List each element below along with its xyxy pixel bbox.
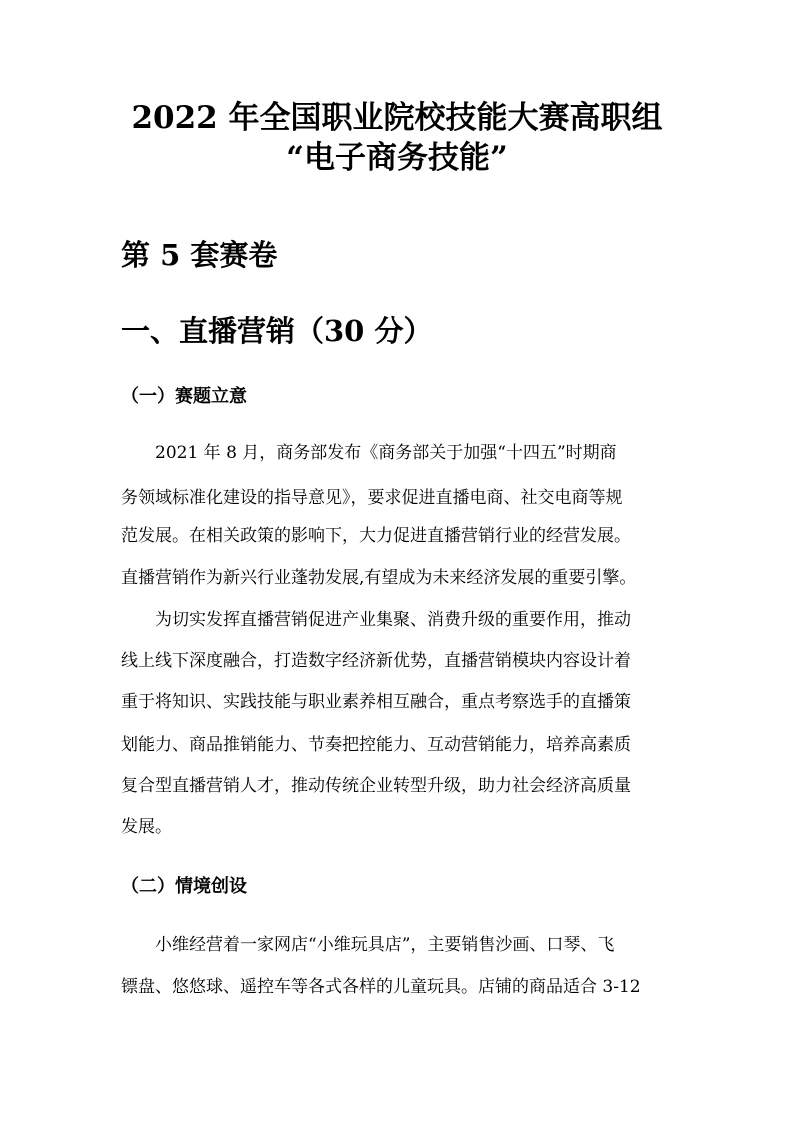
- document-title-line2: “电子商务技能”: [286, 140, 508, 176]
- paragraph-line: 2021 年 8 月，商务部发布《商务部关于加强“十四五”时期商: [155, 443, 617, 463]
- section-heading: 一、直播营销（30 分）: [121, 314, 433, 348]
- document-title-line1: 2022 年全国职业院校技能大赛高职组: [131, 100, 663, 136]
- paragraph-line: 划能力、商品推销能力、节奏把控能力、互动营销能力，培养高素质: [121, 735, 631, 755]
- paragraph-line: 复合型直播营销人才，推动传统企业转型升级，助力社会经济高质量: [121, 776, 631, 796]
- paragraph-line: 小维经营着一家网店“小维玩具店”，主要销售沙画、口琴、飞: [155, 935, 615, 955]
- paragraph-line: 发展。: [121, 817, 172, 837]
- paragraph-line: 重于将知识、实践技能与职业素养相互融合，重点考察选手的直播策: [121, 692, 631, 712]
- set-heading: 第 5 套赛卷: [121, 238, 278, 272]
- paragraph-line: 务领域标准化建设的指导意见》，要求促进直播电商、社交电商等规: [121, 488, 623, 508]
- paragraph-line: 线上线下深度融合，打造数字经济新优势，直播营销模块内容设计着: [121, 651, 631, 671]
- subsection-heading-purpose: （一）赛题立意: [121, 386, 247, 407]
- paragraph-line: 为切实发挥直播营销促进产业集聚、消费升级的重要作用，推动: [155, 610, 631, 630]
- paragraph-line: 镖盘、悠悠球、遥控车等各式各样的儿童玩具。店铺的商品适合 3-12: [121, 977, 641, 997]
- paragraph-line: 范发展。在相关政策的影响下，大力促进直播营销行业的经营发展。: [121, 526, 631, 546]
- paragraph-line: 直播营销作为新兴行业蓬勃发展,有望成为未来经济发展的重要引擎。: [121, 568, 637, 588]
- subsection-heading-scenario: （二）情境创设: [121, 876, 247, 897]
